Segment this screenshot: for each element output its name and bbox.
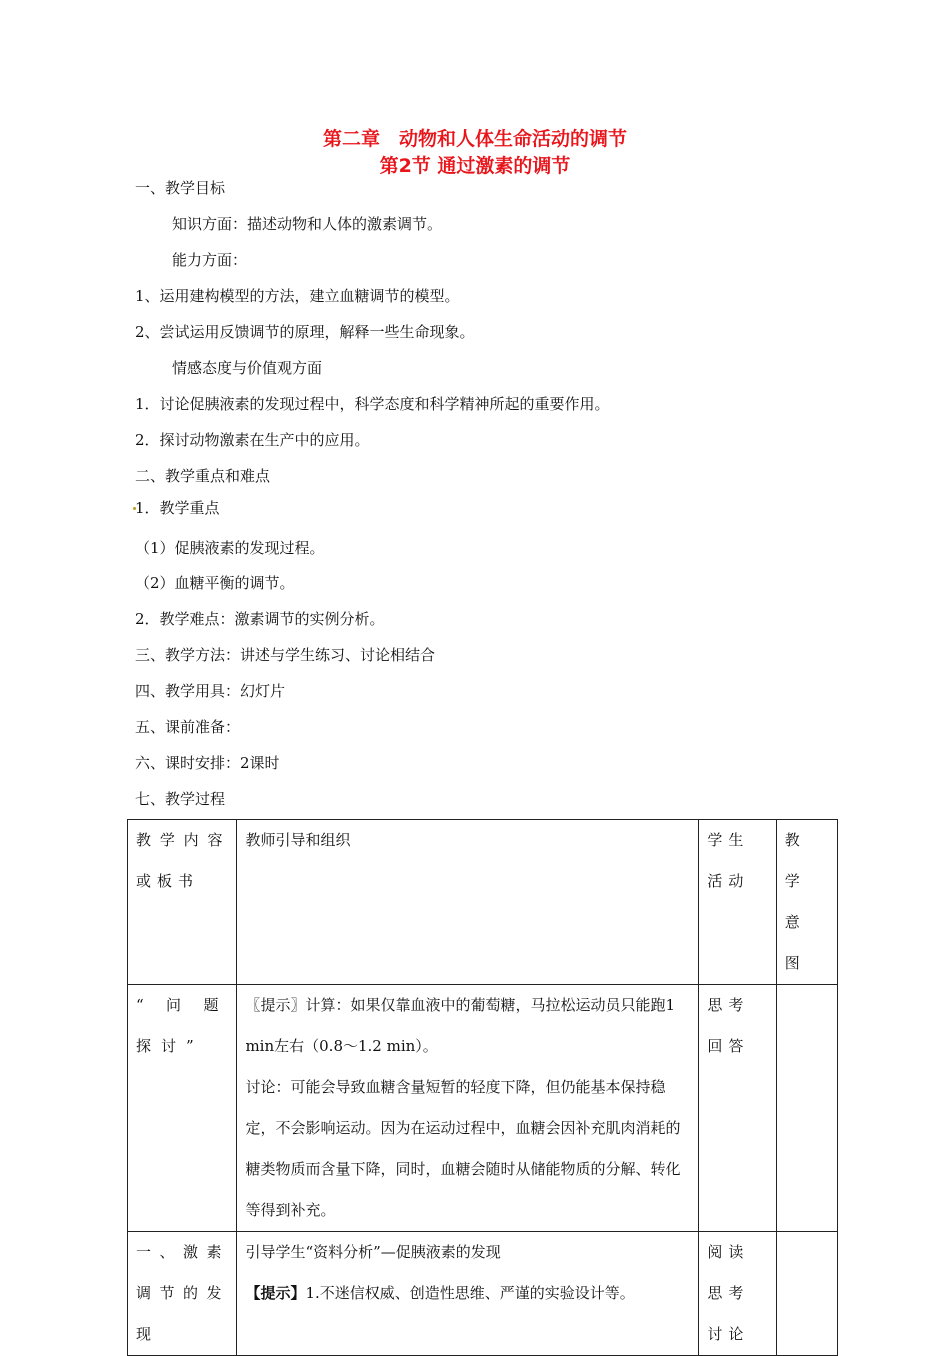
row2-student: 阅读思考讨论 bbox=[699, 1232, 776, 1356]
row1-content: “问题探讨” bbox=[128, 985, 237, 1232]
key-point-label: 1．教学重点 bbox=[135, 499, 220, 517]
row2-teacher: 引导学生“资料分析”—促胰液素的发现 【提示】1.不迷信权威、创造性思维、严谨的实验设计等。 bbox=[237, 1232, 699, 1356]
hint-label: 【提示】 bbox=[245, 1284, 306, 1302]
key-point-1: （1）促胰液素的发现过程。 bbox=[135, 539, 325, 557]
heading-key-points: 二、教学重点和难点 bbox=[135, 467, 271, 485]
ability-item-1: 1、运用建构模型的方法，建立血糖调节的模型。 bbox=[135, 287, 460, 305]
preparation: 五、课前准备： bbox=[135, 718, 241, 736]
heading-goals: 一、教学目标 bbox=[135, 179, 226, 197]
attitude-item-2: 2．探讨动物激素在生产中的应用。 bbox=[135, 431, 370, 449]
teaching-method: 三、教学方法：讲述与学生练习、讨论相结合 bbox=[135, 646, 436, 664]
knowledge-aspect: 知识方面：描述动物和人体的激素调节。 bbox=[172, 215, 443, 233]
header-intent: 教学意图 bbox=[776, 820, 837, 985]
row1-intent bbox=[776, 985, 837, 1232]
table-header-row bbox=[128, 820, 838, 985]
teaching-tools: 四、教学用具：幻灯片 bbox=[135, 682, 286, 700]
row1-teacher: 〖提示〗计算：如果仅靠血液中的葡萄糖，马拉松运动员只能跑1 min左右（0.8～1.2 min）。 讨论：可能会导致血糖含量短暂的轻度下降，但仍能基本保持稳定，不会影响运动。因为在运动过程中，血糖会因补充肌肉消耗的糖类物质而含量下降，同时，血糖会随时从储能物质的分解、转化等得到补充。 bbox=[237, 985, 699, 1232]
row1-student: 思考回答 bbox=[699, 985, 776, 1232]
ability-item-2: 2、尝试运用反馈调节的原理，解释一些生命现象。 bbox=[135, 323, 475, 341]
key-point-2: （2）血糖平衡的调节。 bbox=[135, 574, 295, 592]
header-content: 教学内容或板书 bbox=[128, 820, 237, 985]
table-row bbox=[128, 985, 838, 1232]
section-title: 第2节 通过激素的调节 bbox=[379, 155, 571, 177]
teaching-process-table bbox=[127, 819, 838, 1356]
attitude-item-1: 1．讨论促胰液素的发现过程中，科学态度和科学精神所起的重要作用。 bbox=[135, 395, 610, 413]
header-teacher: 教师引导和组织 bbox=[237, 820, 699, 985]
difficulty: 2．教学难点：激素调节的实例分析。 bbox=[135, 610, 385, 628]
header-student: 学生活动 bbox=[699, 820, 776, 985]
row2-content: 一、激素调节的发现 bbox=[128, 1232, 237, 1356]
heading-process: 七、教学过程 bbox=[135, 790, 226, 808]
ability-aspect: 能力方面： bbox=[172, 251, 248, 269]
table-row bbox=[128, 1232, 838, 1356]
row2-intent bbox=[776, 1232, 837, 1356]
schedule: 六、课时安排：2课时 bbox=[135, 754, 280, 772]
attitude-aspect: 情感态度与价值观方面 bbox=[172, 359, 323, 377]
chapter-title: 第二章 动物和人体生命活动的调节 bbox=[322, 128, 627, 150]
